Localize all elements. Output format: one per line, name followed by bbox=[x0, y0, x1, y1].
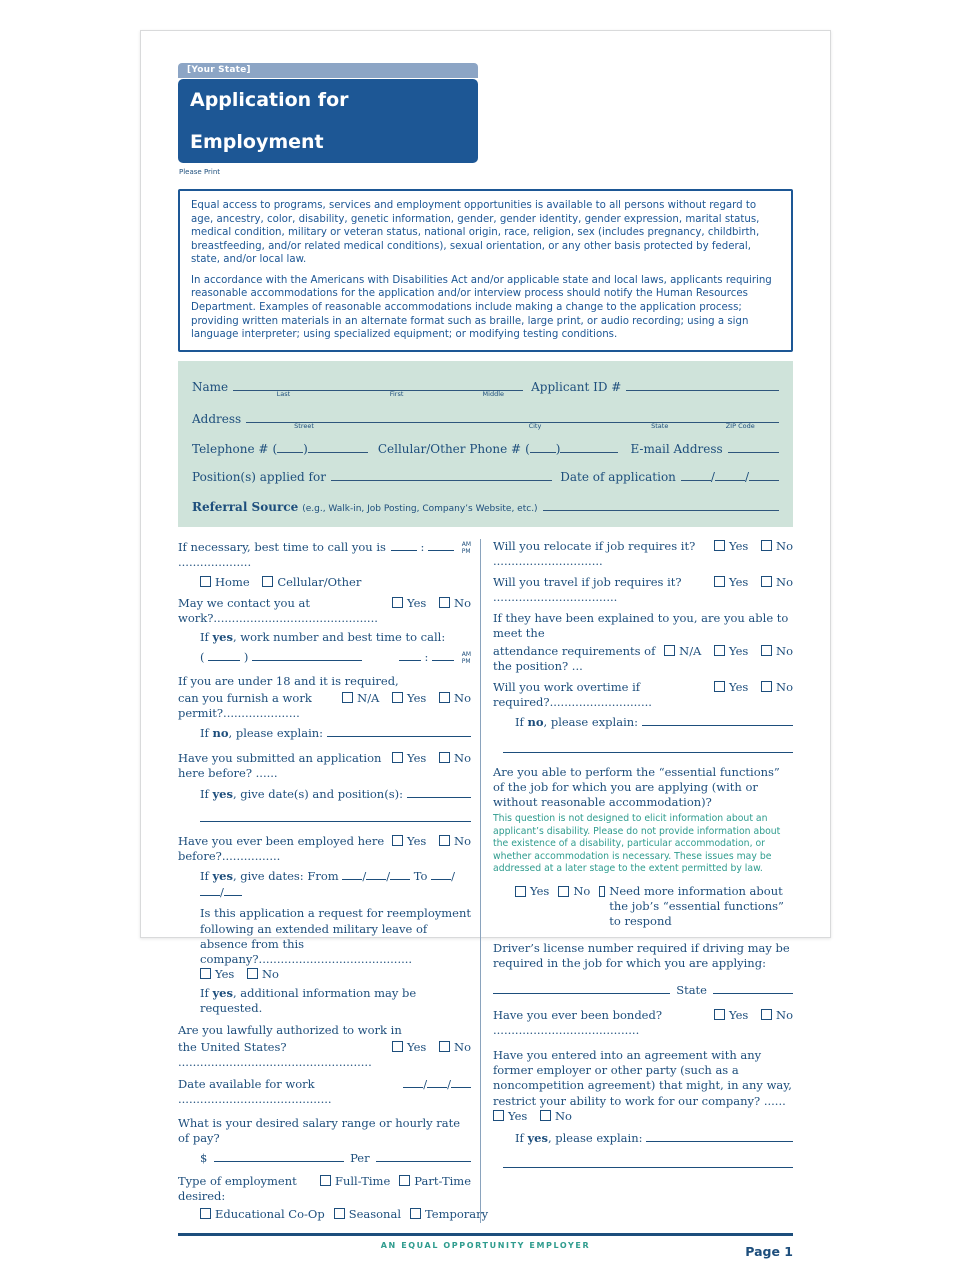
overtime-no-explain-row: If no, please explain: bbox=[515, 714, 793, 730]
essential-functions-disclaimer: This question is not designed to elicit information about an applicant’s disability. Please do not provide information about the existence of a disability, particular accommodation, or whether accommodation is necessary. These issues may be addressed at a later stage to the extent permitted by law. bbox=[493, 813, 781, 875]
checkbox-agreement-yes[interactable] bbox=[493, 1110, 504, 1121]
positions-input-line[interactable] bbox=[331, 468, 552, 481]
salary-per-line[interactable] bbox=[376, 1150, 471, 1162]
work-number-prompt: If yes, work number and best time to call: bbox=[200, 630, 446, 645]
name-row bbox=[192, 378, 779, 398]
salary-amount-line[interactable] bbox=[214, 1150, 344, 1162]
license-row bbox=[493, 982, 793, 998]
checkbox-part-time[interactable] bbox=[399, 1175, 410, 1186]
date-available-question: Date available for work .......................................... bbox=[178, 1077, 332, 1107]
attendance-row: attendance requirements of the position? ... N/A Yes No bbox=[493, 643, 793, 673]
employment-type-row2: Educational Co-Op Seasonal Temporary bbox=[200, 1207, 471, 1222]
permit-no-explain-row: If no, please explain: bbox=[200, 725, 471, 741]
checkbox-relocate-no[interactable] bbox=[761, 540, 772, 551]
work-paren-close: ) bbox=[243, 649, 249, 664]
travel-question: Will you travel if job requires it? .................................. bbox=[493, 574, 682, 605]
agreement-explain-continuation-line[interactable] bbox=[503, 1156, 793, 1168]
address-sublabel-street: Street bbox=[294, 421, 314, 430]
contact-work-row: May we contact you at work?............................................. Yes No bbox=[178, 596, 471, 626]
checkbox-seasonal[interactable] bbox=[334, 1208, 345, 1219]
available-month-line[interactable] bbox=[403, 1076, 423, 1088]
essential-functions-question: Are you able to perform the “essential functions” of the job for which you are applying (with or without reasonable accommodation)? bbox=[493, 764, 780, 809]
cellular-other-label: Cellular/Other bbox=[277, 574, 362, 589]
footer bbox=[178, 1236, 793, 1270]
best-time-colon: : bbox=[420, 539, 425, 554]
application-form-page bbox=[140, 30, 831, 1259]
checkbox-permit-no[interactable] bbox=[439, 692, 450, 703]
overtime-explain-line[interactable] bbox=[642, 714, 793, 726]
checkbox-travel-no[interactable] bbox=[761, 576, 772, 587]
best-time-minute-line[interactable] bbox=[428, 539, 454, 551]
address-label: Address bbox=[192, 411, 242, 426]
to-year-line[interactable] bbox=[224, 884, 242, 896]
best-time-hour-line[interactable] bbox=[391, 539, 417, 551]
per-label: Per bbox=[350, 1150, 370, 1165]
overtime-explain-continuation-line[interactable] bbox=[503, 741, 793, 753]
checkbox-travel-yes[interactable] bbox=[714, 576, 725, 587]
lawful-row: the United States? ..................................................... Yes No bbox=[178, 1039, 471, 1069]
checkbox-reemployment-yes[interactable] bbox=[200, 968, 211, 979]
under18-question-line1: If you are under 18 and it is required, bbox=[178, 673, 399, 688]
name-sublabel-middle: Middle bbox=[482, 389, 505, 398]
notice-paragraph-2: In accordance with the Americans with Disabilities Act and/or applicable state and local laws, applicants requiring reasonable accommodations for the application and/or interview process should notify the Human Resources Department. Examples of reasonable accommodations include making a change to the application process; providing written materials in an alternate format such as braille, large print, or audio recording; using a sign language interpreter; using specialized equipment; or modifying testing conditions. bbox=[191, 274, 772, 341]
checkbox-contact-work-no[interactable] bbox=[439, 597, 450, 608]
email-label: E-mail Address bbox=[630, 441, 723, 456]
additional-info-note: If yes, additional information may be requested. bbox=[200, 986, 417, 1016]
equal-opportunity-employer-label: AN EQUAL OPPORTUNITY EMPLOYER bbox=[380, 1240, 591, 1250]
left-column bbox=[178, 539, 489, 1223]
telephone-number-line[interactable] bbox=[308, 440, 368, 453]
checkbox-lawful-no[interactable] bbox=[439, 1041, 450, 1052]
submitted-before-row: Have you submitted an application here before? ...... Yes No bbox=[178, 751, 471, 781]
checkbox-essential-no[interactable] bbox=[558, 886, 569, 897]
address-sublabel-state: State bbox=[651, 421, 669, 430]
to-label: To bbox=[413, 869, 428, 884]
travel-row: Will you travel if job requires it? .................................. Yes No bbox=[493, 574, 793, 605]
contact-work-question: May we contact you at work?............................................. bbox=[178, 596, 378, 626]
bonded-row: Have you ever been bonded? ........................................ Yes No bbox=[493, 1007, 793, 1037]
work-paren-open: ( bbox=[200, 649, 205, 664]
checkbox-submitted-no[interactable] bbox=[439, 752, 450, 763]
checkbox-attendance-na[interactable] bbox=[664, 645, 675, 656]
right-column bbox=[480, 539, 793, 1223]
date-of-application-label: Date of application bbox=[560, 469, 676, 484]
position-row bbox=[192, 468, 779, 484]
applicant-id-input-line[interactable] bbox=[626, 378, 779, 391]
checkbox-employed-yes[interactable] bbox=[392, 835, 403, 846]
work-number-line[interactable] bbox=[252, 649, 362, 661]
telephone-paren-close: ) bbox=[303, 441, 308, 456]
questions-section bbox=[178, 539, 793, 1223]
state-tag-bar: [Your State] bbox=[178, 63, 478, 78]
name-sublabel-last: Last bbox=[276, 389, 291, 398]
checkbox-bonded-no[interactable] bbox=[761, 1009, 772, 1020]
referral-source-label: Referral Source bbox=[192, 499, 299, 514]
dates-positions-row: If yes, give date(s) and position(s): bbox=[200, 786, 471, 802]
telephone-area-code-line[interactable] bbox=[277, 440, 303, 453]
referral-source-input-line[interactable] bbox=[543, 498, 779, 511]
application-date-month-line[interactable] bbox=[681, 468, 711, 481]
date-available-row: Date available for work .......................................... / / bbox=[178, 1076, 471, 1107]
overtime-question: Will you work overtime if required?............................ bbox=[493, 680, 652, 710]
checkbox-essential-need-info[interactable] bbox=[599, 886, 605, 897]
reemployment-question: Is this application a request for reemployment following an extended military leave of absence from this company?.......................................... bbox=[200, 906, 471, 966]
home-label: Home bbox=[215, 574, 250, 589]
attendance-question-line1: If they have been explained to you, are you able to meet the bbox=[493, 611, 789, 641]
referral-source-note: (e.g., Walk-in, Job Posting, Company’s Website, etc.) bbox=[302, 503, 538, 514]
salary-row bbox=[200, 1150, 471, 1166]
date-slash-1: / bbox=[710, 469, 715, 484]
lawful-question-line1: Are you lawfully authorized to work in bbox=[178, 1022, 402, 1037]
license-question: Driver’s license number required if driving may be required in the job for which you are applying: bbox=[493, 941, 790, 971]
name-sublabel-first: First bbox=[389, 389, 404, 398]
dollar-sign: $ bbox=[200, 1150, 208, 1165]
checkbox-full-time[interactable] bbox=[320, 1175, 331, 1186]
pm-label: PM bbox=[461, 547, 471, 555]
checkbox-attendance-no[interactable] bbox=[761, 645, 772, 656]
salary-question: What is your desired salary range or hourly rate of pay? bbox=[178, 1115, 461, 1145]
work-time-hour-line[interactable] bbox=[399, 649, 421, 661]
best-time-question: If necessary, best time to call you is .................... bbox=[178, 539, 386, 569]
essential-functions-options: Yes No Need more information about the job’s “essential functions” to respond bbox=[515, 884, 793, 930]
relocate-question: Will you relocate if job requires it? .............................. bbox=[493, 538, 696, 568]
checkbox-overtime-no[interactable] bbox=[761, 681, 772, 692]
agreement-explain-line[interactable] bbox=[646, 1130, 793, 1142]
telephone-paren-open: ( bbox=[272, 441, 278, 456]
license-number-line[interactable] bbox=[493, 982, 670, 994]
permit-no-explain-line[interactable] bbox=[327, 725, 471, 737]
relocate-row: Will you relocate if job requires it? .............................. Yes No bbox=[493, 538, 793, 568]
address-input-line[interactable] bbox=[246, 410, 779, 430]
under18-question-line2: can you furnish a work permit?..................... bbox=[178, 690, 312, 720]
work-area-code-line[interactable] bbox=[208, 649, 240, 661]
checkbox-permit-na[interactable] bbox=[342, 692, 353, 703]
address-row bbox=[192, 410, 779, 430]
available-day-line[interactable] bbox=[427, 1076, 447, 1088]
applicant-info-section bbox=[178, 361, 793, 527]
overtime-row: Will you work overtime if required?............................ Yes No bbox=[493, 680, 793, 710]
page-number: Page 1 bbox=[745, 1243, 793, 1259]
checkbox-relocate-yes[interactable] bbox=[714, 540, 725, 551]
checkbox-temporary[interactable] bbox=[410, 1208, 421, 1219]
need-more-info-label: Need more information about the job’s “essential functions” to respond bbox=[609, 883, 784, 929]
applicant-id-label: Applicant ID # bbox=[531, 379, 622, 394]
cellular-area-code-line[interactable] bbox=[530, 440, 556, 453]
telephone-label: Telephone # bbox=[192, 441, 269, 456]
notice-paragraph-1: Equal access to programs, services and employment opportunities is available to all persons without regard to age, ancestry, color, disability, genetic information, gender, gender identity, gender expression, marital status, medical condition, military or veteran status, national origin, race, religion, sex (includes pregnancy, childbirth, breastfeeding, and/or related medical conditions), sexual orientation, or any other basis protected by federal, state, and/or local law. bbox=[191, 200, 760, 266]
under18-row: can you furnish a work permit?..................... N/A Yes No bbox=[178, 690, 471, 720]
checkbox-cellular-other[interactable] bbox=[262, 576, 273, 587]
equal-access-notice-box bbox=[178, 189, 793, 352]
am-label: AM bbox=[461, 540, 471, 548]
to-day-line[interactable] bbox=[200, 884, 220, 896]
checkbox-attendance-yes[interactable] bbox=[714, 645, 725, 656]
please-print-label: Please Print bbox=[179, 168, 221, 176]
checkbox-essential-yes[interactable] bbox=[515, 886, 526, 897]
employment-type-label: Type of employment desired: bbox=[178, 1174, 297, 1204]
name-input-line[interactable] bbox=[233, 378, 523, 398]
agreement-yes-explain-row: If yes, please explain: bbox=[515, 1130, 793, 1146]
attendance-question-line2: attendance requirements of the position? ... bbox=[493, 643, 656, 673]
from-day-line[interactable] bbox=[366, 868, 386, 880]
employed-before-row: Have you ever been employed here before?................ Yes No bbox=[178, 833, 471, 863]
page-title: Application for Employment bbox=[178, 79, 478, 163]
referral-row bbox=[192, 498, 779, 514]
address-sublabel-zip: ZIP Code bbox=[725, 421, 755, 430]
to-month-line[interactable] bbox=[431, 868, 451, 880]
checkbox-employed-no[interactable] bbox=[439, 835, 450, 846]
checkbox-educational-coop[interactable] bbox=[200, 1208, 211, 1219]
name-label: Name bbox=[192, 379, 229, 394]
address-sublabel-city: City bbox=[528, 421, 542, 430]
checkbox-reemployment-no[interactable] bbox=[247, 968, 258, 979]
lawful-question-line2: the United States? ..................................................... bbox=[178, 1039, 372, 1069]
available-year-line[interactable] bbox=[451, 1076, 471, 1088]
checkbox-lawful-yes[interactable] bbox=[392, 1041, 403, 1052]
license-state-label: State bbox=[676, 982, 707, 997]
cellular-label: Cellular/Other Phone # bbox=[377, 441, 522, 456]
cellular-number-line[interactable] bbox=[560, 440, 618, 453]
license-state-line[interactable] bbox=[713, 982, 793, 994]
from-month-line[interactable] bbox=[342, 868, 362, 880]
application-date-day-line[interactable] bbox=[715, 468, 745, 481]
agreement-row: Have you entered into an agreement with any former employer or other party (such as a noncompetition agreement) that might, in any way, restrict your ability to work for our company? ...... Yes No bbox=[493, 1048, 792, 1123]
checkbox-permit-yes[interactable] bbox=[392, 692, 403, 703]
give-dates-row: If yes, give dates: From / / To // bbox=[200, 869, 455, 900]
checkbox-contact-work-yes[interactable] bbox=[392, 597, 403, 608]
phone-row bbox=[192, 440, 779, 456]
employed-before-question: Have you ever been employed here before?................ bbox=[178, 833, 385, 863]
checkbox-submitted-yes[interactable] bbox=[392, 752, 403, 763]
work-time-minute-line[interactable] bbox=[432, 649, 454, 661]
positions-label: Position(s) applied for bbox=[192, 469, 326, 484]
call-type-row bbox=[200, 575, 471, 590]
dates-positions-line[interactable] bbox=[407, 786, 471, 798]
checkbox-agreement-no[interactable] bbox=[540, 1110, 551, 1121]
date-slash-2: / bbox=[744, 469, 749, 484]
cellular-paren-open: ( bbox=[525, 441, 530, 456]
dates-positions-continuation-line[interactable] bbox=[200, 810, 471, 822]
email-input-line[interactable] bbox=[728, 440, 779, 453]
bonded-question: Have you ever been bonded? ........................................ bbox=[493, 1007, 663, 1037]
checkbox-bonded-yes[interactable] bbox=[714, 1009, 725, 1020]
employment-type-row1: Type of employment desired: Full-Time Part-Time bbox=[178, 1174, 471, 1204]
work-number-row: ( ) : AM PM bbox=[200, 649, 471, 665]
checkbox-home[interactable] bbox=[200, 576, 211, 587]
best-time-row bbox=[178, 539, 471, 570]
from-year-line[interactable] bbox=[390, 868, 410, 880]
checkbox-overtime-yes[interactable] bbox=[714, 681, 725, 692]
application-date-year-line[interactable] bbox=[749, 468, 779, 481]
reemployment-row: Is this application a request for reemployment following an extended military leave of absence from this company?.......................................... Yes No bbox=[200, 906, 471, 982]
work-time-colon: : bbox=[424, 649, 429, 664]
agreement-question: Have you entered into an agreement with any former employer or other party (such as a noncompetition agreement) that might, in any way, restrict your ability to work for our company? ...... bbox=[493, 1048, 792, 1108]
cellular-paren-close: ) bbox=[555, 441, 561, 456]
submitted-before-question: Have you submitted an application here before? ...... bbox=[178, 751, 382, 781]
